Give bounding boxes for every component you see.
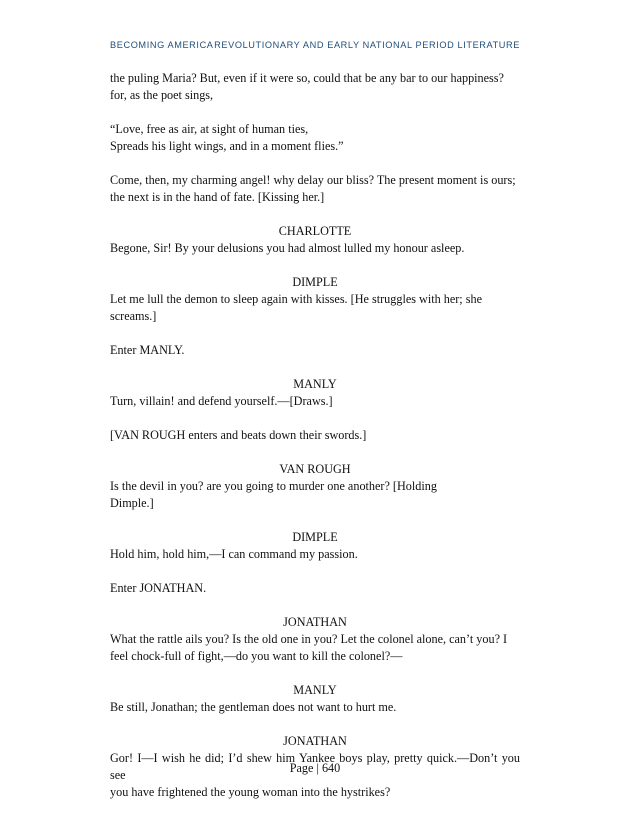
- paragraph: [110, 70, 520, 104]
- dialogue-line: What the rattle ails you? Is the old one in you? Let the colonel alone, can’t you? I: [110, 632, 508, 646]
- dialogue-block: [110, 461, 520, 512]
- stage-direction: [110, 342, 520, 359]
- speaker-name: JONATHAN: [283, 615, 347, 629]
- dialogue-block: [110, 274, 520, 325]
- dialogue-line: Is the devil in you? are you going to murder one another? [Holding: [110, 479, 437, 493]
- dialogue-line: Be still, Jonathan; the gentleman does not want to hurt me.: [110, 700, 397, 714]
- dialogue-block: [110, 614, 520, 665]
- stage-direction-text: Enter MANLY.: [110, 343, 185, 357]
- page-body: [110, 70, 520, 818]
- dialogue-line: Hold him, hold him,—I can command my passion.: [110, 547, 358, 561]
- verse-quote: [110, 121, 520, 155]
- dialogue-line: you have frightened the young woman into the hystrikes?: [110, 785, 391, 799]
- stage-direction-text: [VAN ROUGH enters and beats down their swords.]: [110, 428, 367, 442]
- speaker-name: DIMPLE: [292, 530, 338, 544]
- speaker-name: JONATHAN: [283, 734, 347, 748]
- text-line: the puling Maria? But, even if it were so, could that be any bar to our happiness?: [110, 71, 504, 85]
- verse-line: Spreads his light wings, and in a moment flies.”: [110, 139, 344, 153]
- text-line: the next is in the hand of fate. [Kissing her.]: [110, 190, 325, 204]
- verse-line: “Love, free as air, at sight of human ties,: [110, 122, 309, 136]
- dialogue-line: Gor! I—I wish he did; I’d shew him Yankee boys play, pretty quick.—Don’t you see: [110, 751, 520, 782]
- speaker-name: MANLY: [293, 683, 337, 697]
- dialogue-block: [110, 223, 520, 257]
- header-section-title: REVOLUTIONARY AND EARLY NATIONAL PERIOD LITERATURE: [214, 40, 520, 50]
- speaker-name: DIMPLE: [292, 275, 338, 289]
- stage-direction: [110, 427, 520, 444]
- dialogue-line: feel chock-full of fight,—do you want to kill the colonel?—: [110, 649, 403, 663]
- speaker-name: VAN ROUGH: [279, 462, 351, 476]
- text-line: Come, then, my charming angel! why delay our bliss? The present moment is ours;: [110, 173, 516, 187]
- dialogue-line: Turn, villain! and defend yourself.—[Draws.]: [110, 394, 333, 408]
- running-header: [110, 40, 520, 50]
- speaker-name: CHARLOTTE: [278, 224, 352, 238]
- stage-direction-text: Enter JONATHAN.: [110, 581, 207, 595]
- text-line: for, as the poet sings,: [110, 88, 214, 102]
- dialogue-block: [110, 682, 520, 716]
- speaker-name: MANLY: [293, 377, 337, 391]
- dialogue-line: Dimple.]: [110, 496, 154, 510]
- dialogue-line: Begone, Sir! By your delusions you had almost lulled my honour asleep.: [110, 241, 465, 255]
- dialogue-block: [110, 529, 520, 563]
- paragraph: [110, 172, 520, 206]
- dialogue-line: screams.]: [110, 309, 157, 323]
- page-footer: [0, 761, 630, 776]
- dialogue-line: Let me lull the demon to sleep again with kisses. [He struggles with her; she: [110, 292, 482, 306]
- page-number: Page | 640: [289, 761, 341, 775]
- header-book-title: BECOMING AMERICA: [110, 40, 214, 50]
- dialogue-block: [110, 376, 520, 410]
- stage-direction: [110, 580, 520, 597]
